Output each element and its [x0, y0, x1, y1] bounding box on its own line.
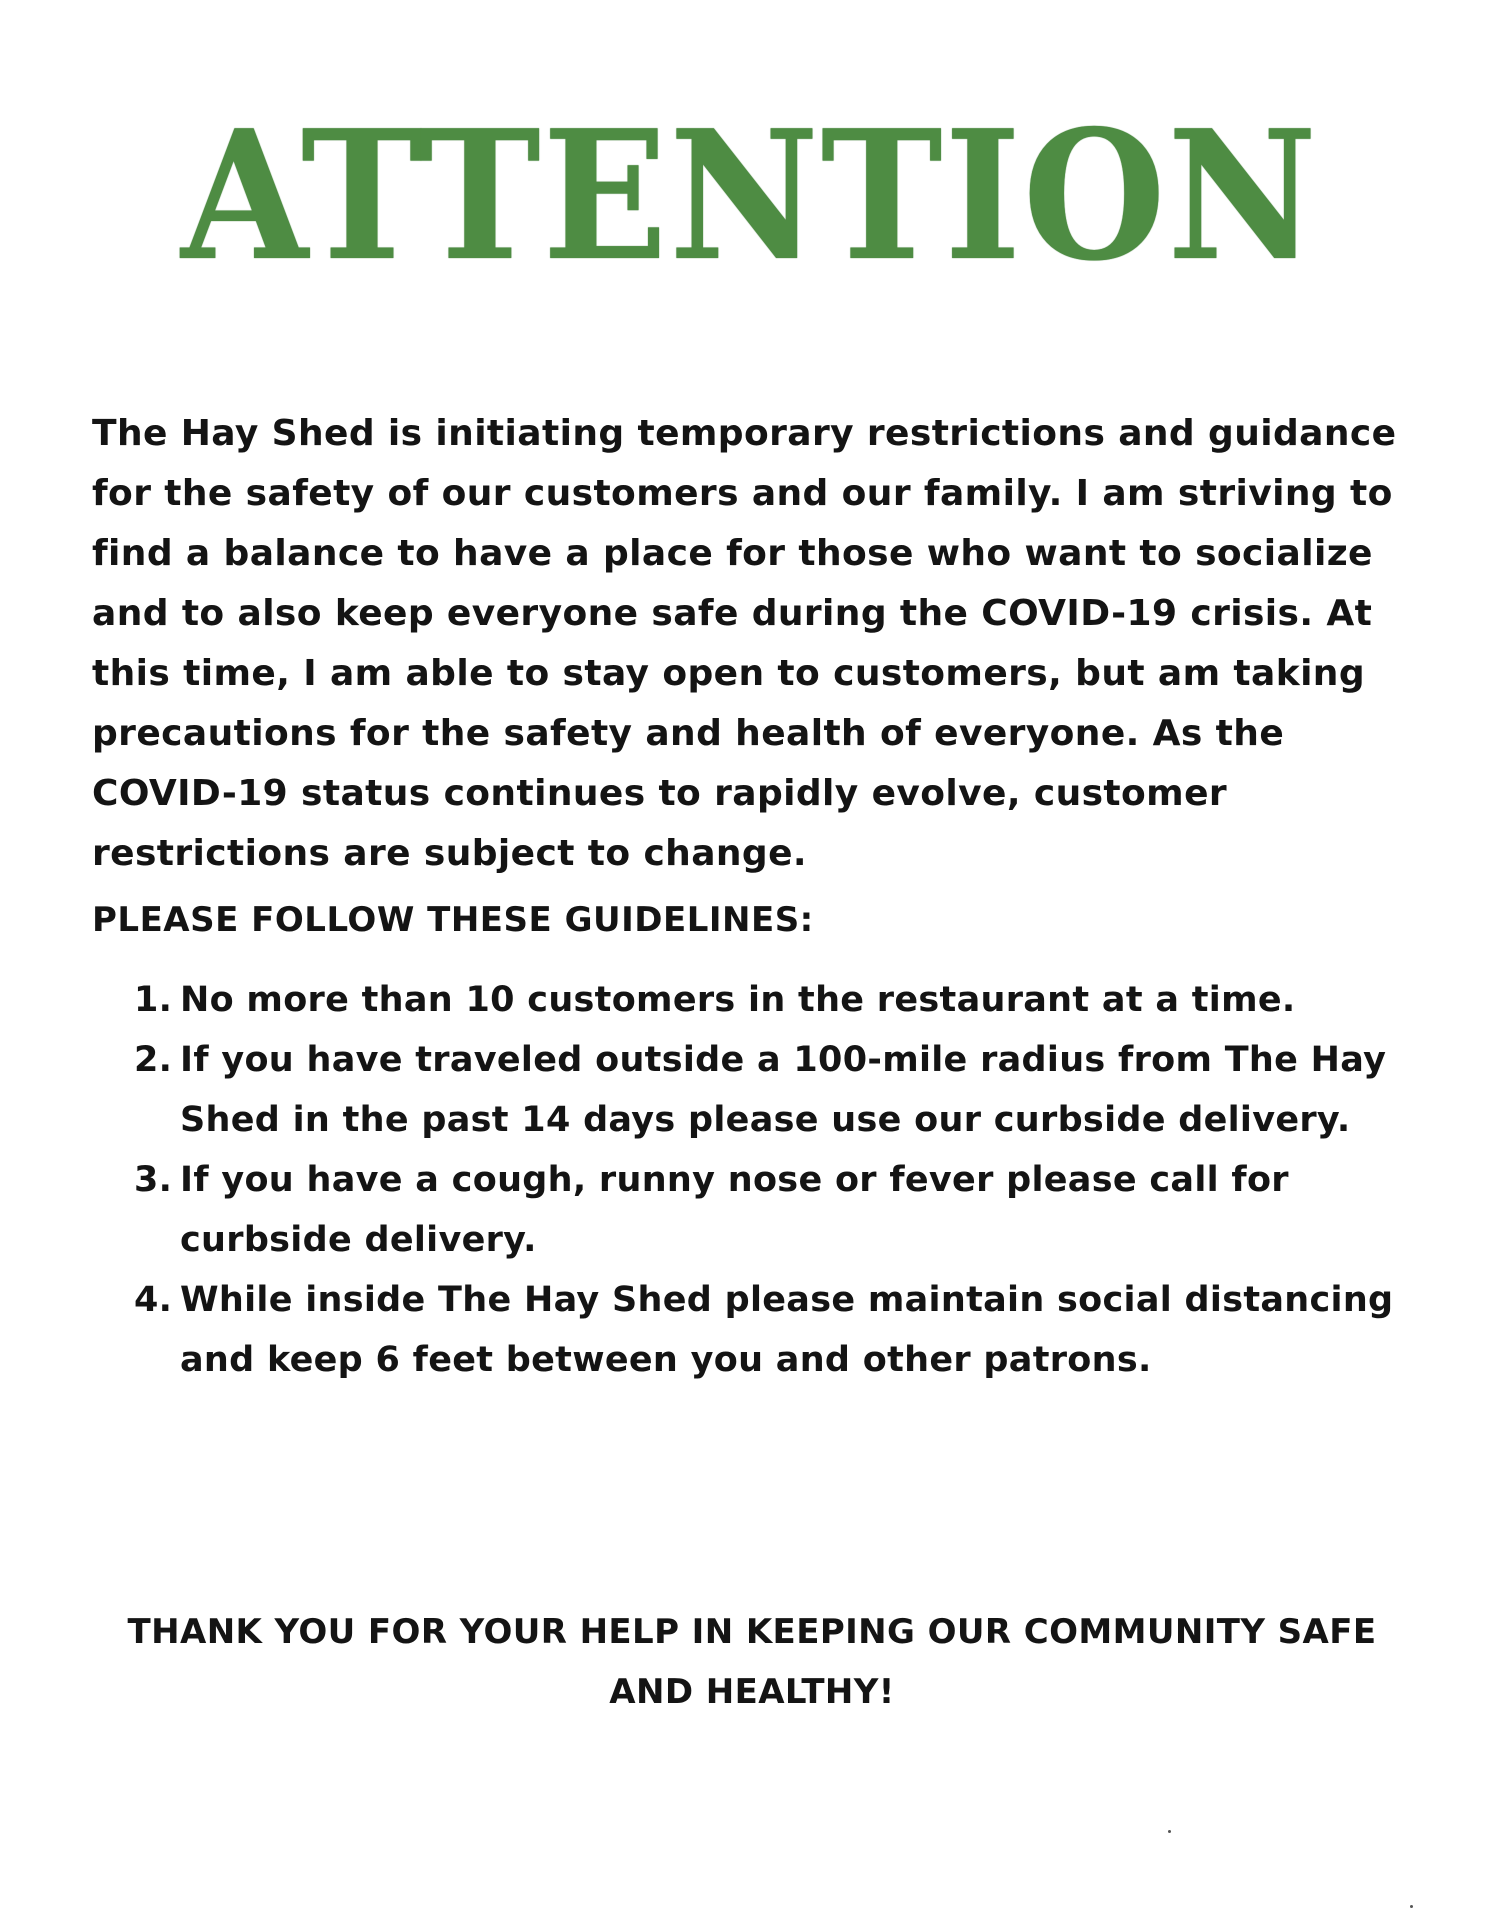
guidelines-heading: PLEASE FOLLOW THESE GUIDELINES: [92, 900, 814, 940]
guideline-text: No more than 10 customers in the restaurant at a time. [180, 980, 1296, 1020]
scan-speck [1168, 1830, 1171, 1833]
guideline-text: While inside The Hay Shed please maintain social distancing and keep 6 feet between you and other patrons. [180, 1280, 1394, 1380]
guideline-item-4 [134, 1270, 1424, 1390]
guideline-number: 2. [134, 1040, 173, 1080]
intro-paragraph: The Hay Shed is initiating temporary restrictions and guidance for the safety of our customers and our family. I am striving to find a balance to have a place for those who want to socialize and to also keep everyone safe during the COVID-19 crisis. At this time, I am able to stay open to customers, but am taking precautions for the safety and health of everyone. As the COVID-19 status continues to rapidly evolve, customer restrictions are subject to change. [92, 413, 1397, 874]
closing-message: THANK YOU FOR YOUR HELP IN KEEPING OUR COMMUNITY SAFE AND HEALTHY! [127, 1612, 1377, 1712]
attention-headline: ATTENTION [181, 91, 1319, 300]
guideline-number: 4. [134, 1280, 173, 1320]
guideline-text: If you have a cough, runny nose or fever please call for curbside delivery. [180, 1160, 1289, 1260]
guideline-item-2 [134, 1030, 1424, 1150]
guideline-list [134, 970, 1424, 1390]
guideline-number: 3. [134, 1160, 173, 1200]
guideline-item-3 [134, 1150, 1424, 1270]
guideline-text: If you have traveled outside a 100-mile radius from The Hay Shed in the past 14 days please use our curbside delivery. [180, 1040, 1387, 1140]
guideline-number: 1. [134, 980, 173, 1020]
guideline-item-1 [134, 970, 1424, 1030]
scan-speck [1410, 1905, 1413, 1908]
